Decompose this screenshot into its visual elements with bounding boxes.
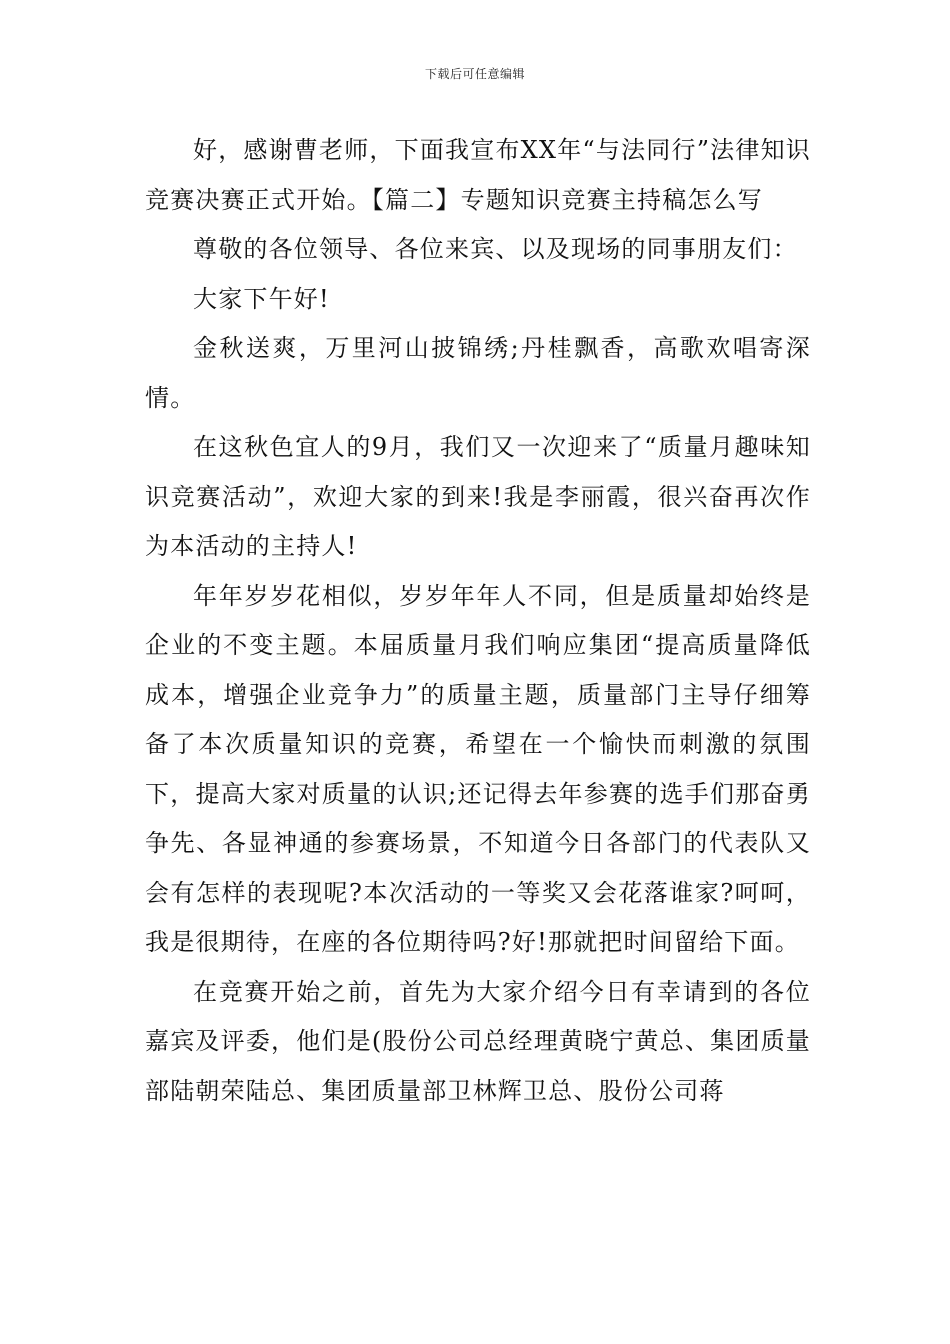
document-body xyxy=(145,126,811,1116)
paragraph: 年年岁岁花相似，岁岁年年人不同，但是质量却始终是企业的不变主题。本届质量月我们响应集团“提高质量降低成本，增强企业竞争力”的质量主题，质量部门主导仔细筹备了本次质量知识的竞赛，希望在一个愉快而刺激的氛围下，提高大家对质量的认识;还记得去年参赛的选手们那奋勇争先、各显神通的参赛场景，不知道今日各部门的代表队又会有怎样的表现呢?本次活动的一等奖又会花落谁家?呵呵，我是很期待，在座的各位期待吗?好!那就把时间留给下面。 xyxy=(145,581,811,956)
page-header: 下载后可任意编辑 xyxy=(424,67,525,81)
paragraph: 在竞赛开始之前，首先为大家介绍今日有幸请到的各位嘉宾及评委，他们是(股份公司总经理黄晓宁黄总、集团质量部陆朝荣陆总、集团质量部卫林辉卫总、股份公司蒋 xyxy=(145,977,811,1105)
paragraph: 在这秋色宜人的9月，我们又一次迎来了“质量月趣味知识竞赛活动”，欢迎大家的到来!我是李丽霞，很兴奋再次作为本活动的主持人! xyxy=(145,433,811,560)
paragraph: 金秋送爽，万里河山披锦绣;丹桂飘香，高歌欢唱寄深情。 xyxy=(145,334,811,412)
paragraph: 尊敬的各位领导、各位来宾、以及现场的同事朋友们： xyxy=(193,235,798,263)
paragraph: 大家下午好! xyxy=(193,284,330,313)
paragraph: 好，感谢曹老师，下面我宣布XX年“与法同行”法律知识竞赛决赛正式开始。【篇二】专题知识竞赛主持稿怎么写 xyxy=(145,136,811,214)
